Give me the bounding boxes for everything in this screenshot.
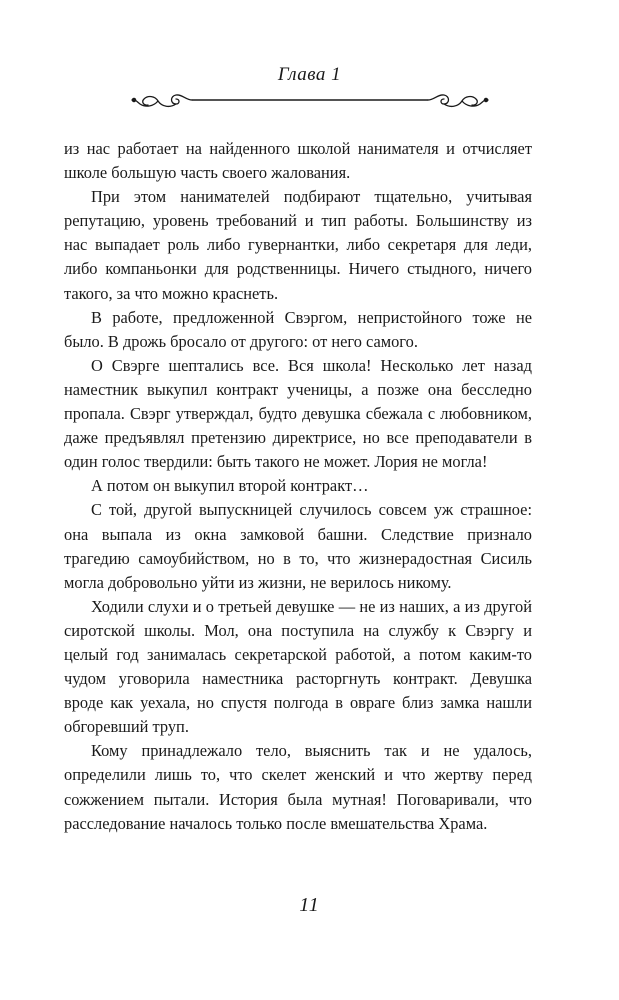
chapter-title: Глава 1	[277, 64, 342, 85]
body-text	[64, 137, 532, 836]
paragraph: С той, другой выпускницей случилось совсем уж страшное: она выпала из окна замковой башни. Следствие признало трагедию самоубийством, но в то, что жизнерадостная Сисиль могла добровольно уйти из жизни, не верилось никому.	[64, 500, 532, 592]
running-header	[0, 62, 619, 88]
paragraph: Кому принадлежало тело, выяснить так и не удалось, определили лишь то, что скелет женский и что жертву перед сожжением пытали. История была мутная! Поговаривали, что расследование началось только после вмешательства Храма.	[64, 741, 532, 833]
paragraph: О Свэрге шептались все. Вся школа! Несколько лет назад наместник выкупил контракт ученицы, а позже она бесследно пропала. Свэрг утверждал, будто девушка сбежала с любовником, даже предъявлял претензию директрисе, но все преподаватели в один голос твердили: быть такого не может. Лория не могла!	[64, 355, 532, 472]
paragraph: Ходили слухи и о третьей девушке — не из наших, а из другой сиротской школы. Мол, она поступила на службу к Свэргу и целый год занималась секретарской работой, а потом каким-то чудом уговорила наместника расторгнуть контракт. Девушка вроде как уехала, но спустя полгода в овраге близ замка нашли обгоревший труп.	[64, 596, 532, 737]
paragraph: из нас работает на найденного школой нанимателя и отчисляет школе большую часть своего жалования.	[64, 139, 532, 183]
flourish-ornament-icon	[130, 86, 490, 114]
paragraph: При этом нанимателей подбирают тщательно, учитывая репутацию, уровень требований и тип работы. Большинству из нас выпадает роль либо гувернантки, либо секретаря для леди, либо компаньонки для родственницы. Ничего стыдного, ничего такого, за что можно краснеть.	[64, 187, 532, 303]
paragraph: А потом он выкупил второй контракт…	[91, 476, 369, 496]
paragraph: В работе, предложенной Свэргом, непристойного тоже не было. В дрожь бросало от другого: от него самого.	[64, 307, 532, 351]
page-number: 11	[299, 894, 320, 916]
